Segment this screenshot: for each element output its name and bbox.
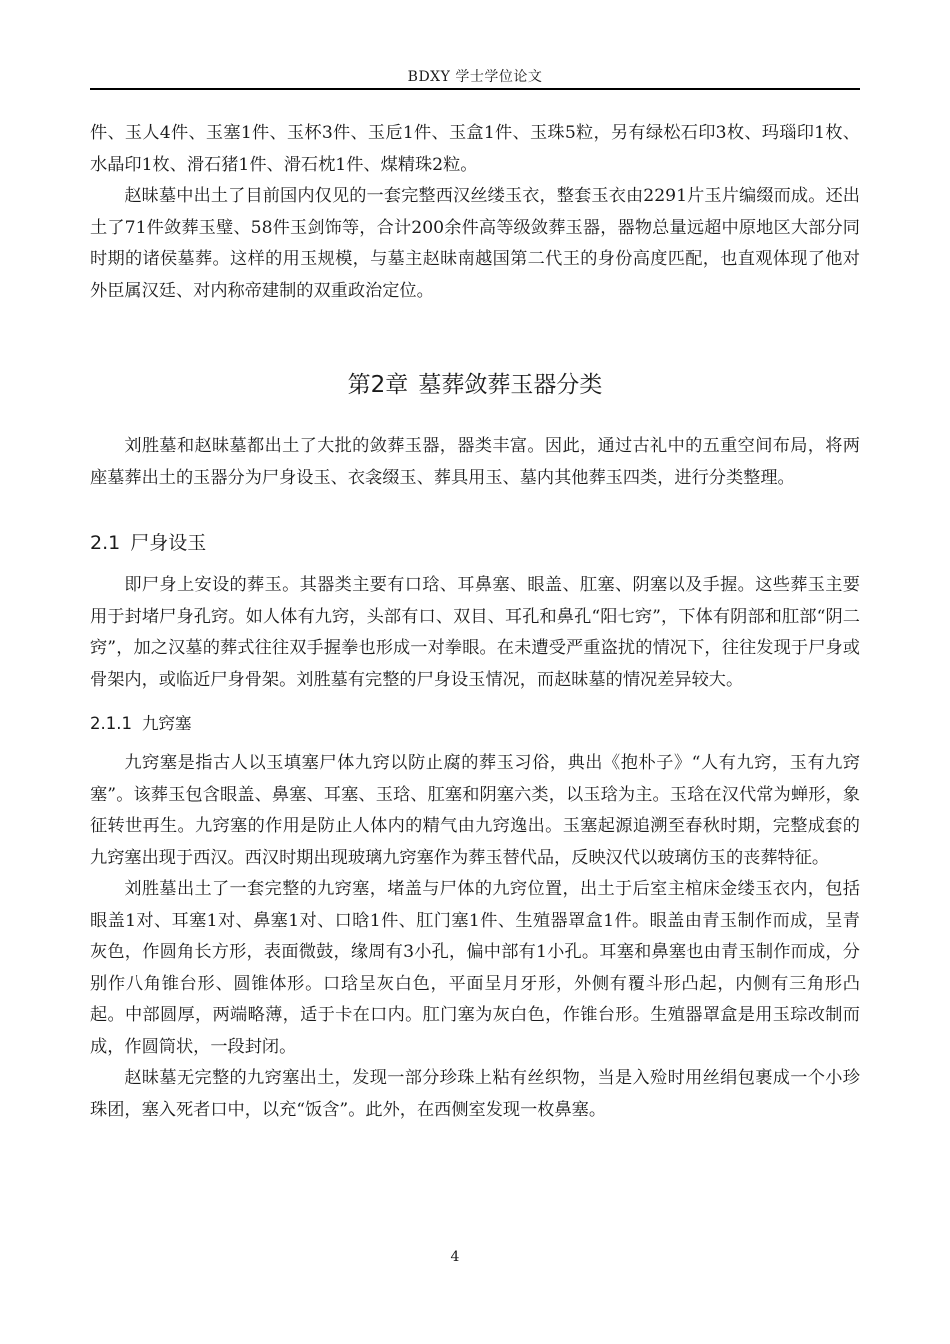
- body-paragraph: 赵昧墓中出土了目前国内仅见的一套完整西汉丝缕玉衣，整套玉衣由2291片玉片编缀而成。还出土了71件敛葬玉璧、58件玉剑饰等，合计200余件高等级敛葬玉器，器物总量远超中原地区大部分同时期的诸侯墓葬。这样的用玉规模，与墓主赵昧南越国第二代王的身份高度匹配，也直观体现了他对外臣属汉廷、对内称帝建制的双重政治定位。: [90, 186, 860, 301]
- body-paragraph-continued: 件、玉人4件、玉塞1件、玉杯3件、玉卮1件、玉盒1件、玉珠5粒，另有绿松石印3枚、玛瑙印1枚、水晶印1枚、滑石猪1件、滑石枕1件、煤精珠2粒。: [90, 123, 860, 175]
- section-paragraph: 即尸身上安设的葬玉。其器类主要有口琀、耳鼻塞、眼盖、肛塞、阴塞以及手握。这些葬玉主要用于封堵尸身孔窍。如人体有九窍，头部有口、双目、耳孔和鼻孔“阳七窍”，下体有阴部和肛部“阴二窍”，加之汉墓的葬式往往双手握拳也形成一对拳眼。在未遭受严重盗扰的情况下，往往发现于尸身或骨架内，或临近尸身骨架。刘胜墓有完整的尸身设玉情况，而赵昧墓的情况差异较大。: [90, 575, 860, 690]
- page-number: 4: [450, 1249, 460, 1265]
- section-number: 2.1: [90, 532, 121, 554]
- subsection-heading: [90, 710, 860, 738]
- subsection-number: 2.1.1: [90, 714, 132, 733]
- chapter-intro-paragraph: 刘胜墓和赵昧墓都出土了大批的敛葬玉器，器类丰富。因此，通过古礼中的五重空间布局，将两座墓葬出土的玉器分为尸身设玉、衣衾缀玉、葬具用玉、墓内其他葬玉四类，进行分类整理。: [90, 436, 860, 488]
- section-title: 尸身设玉: [130, 532, 207, 554]
- section-heading: [90, 528, 860, 558]
- page-body: [90, 118, 860, 1126]
- chapter-number: 第2章: [347, 372, 409, 398]
- subsection-title: 九窍塞: [141, 714, 192, 733]
- running-header: BDXY 学士学位论文: [407, 69, 543, 85]
- chapter-title: 墓葬敛葬玉器分类: [418, 372, 603, 398]
- subsection-paragraph: 刘胜墓出土了一套完整的九窍塞，堵盖与尸体的九窍位置，出土于后室主棺床金缕玉衣内，包括眼盖1对、耳塞1对、鼻塞1对、口晗1件、肛门塞1件、生殖器罩盒1件。眼盖由青玉制作而成，呈青灰色，作圆角长方形，表面微鼓，缘周有3小孔，偏中部有1小孔。耳塞和鼻塞也由青玉制作而成，分别作八角锥台形、圆锥体形。口琀呈灰白色，平面呈月牙形，外侧有覆斗形凸起，内侧有三角形凸起。中部圆厚，两端略薄，适于卡在口内。肛门塞为灰白色，作锥台形。生殖器罩盒是用玉琮改制而成，作圆筒状，一段封闭。: [90, 879, 860, 1057]
- subsection-paragraph: 九窍塞是指古人以玉填塞尸体九窍以防止腐的葬玉习俗，典出《抱朴子》“人有九窍，玉有九窍塞”。该葬玉包含眼盖、鼻塞、耳塞、玉琀、肛塞和阴塞六类，以玉琀为主。玉琀在汉代常为蝉形，象征转世再生。九窍塞的作用是防止人体内的精气由九窍逸出。玉塞起源追溯至春秋时期，完整成套的九窍塞出现于西汉。西汉时期出现玻璃九窍塞作为葬玉替代品，反映汉代以玻璃仿玉的丧葬特征。: [90, 753, 860, 868]
- subsection-paragraph: 赵昧墓无完整的九窍塞出土，发现一部分珍珠上粘有丝织物，当是入殓时用丝绢包裹成一个小珍珠团，塞入死者口中，以充“饭含”。此外，在西侧室发现一枚鼻塞。: [90, 1068, 860, 1120]
- chapter-heading: [90, 369, 860, 401]
- header-rule: [90, 88, 860, 90]
